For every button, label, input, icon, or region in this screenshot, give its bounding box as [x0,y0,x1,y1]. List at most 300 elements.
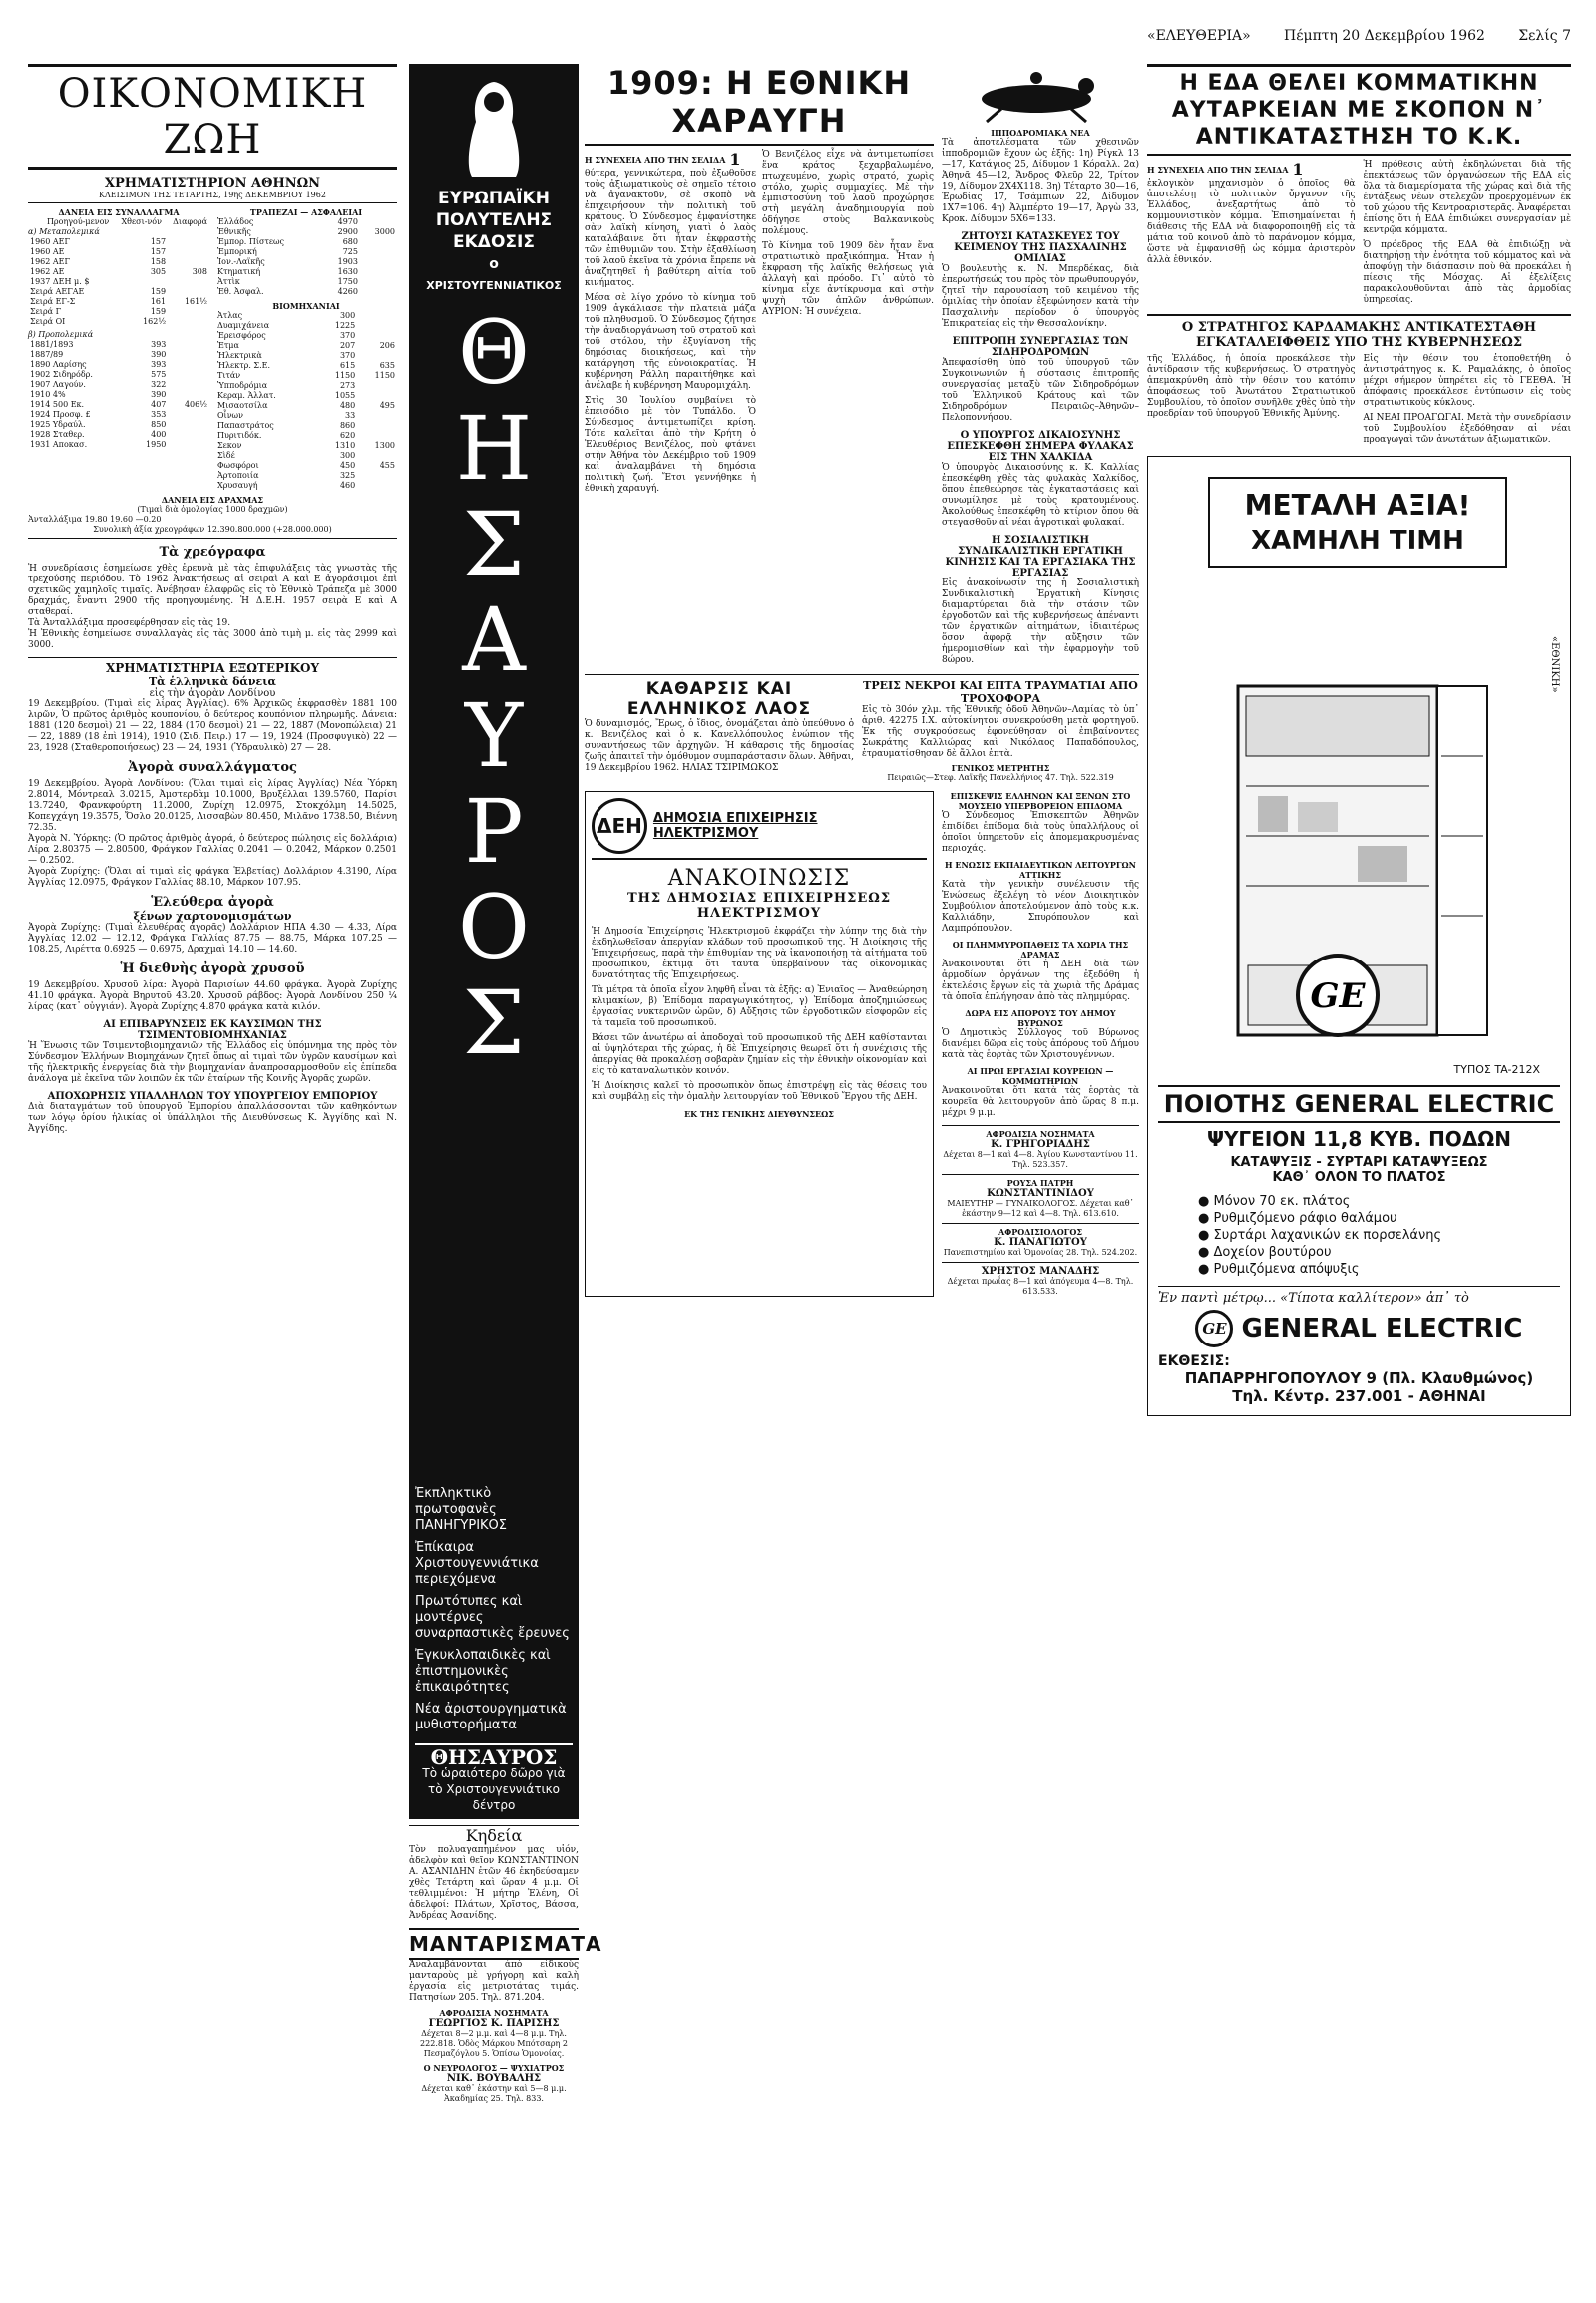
exchange-subtitle: ΚΛΕΙΣΙΜΟΝ ΤΗΣ ΤΕΤΑΡΤΗΣ, 19ης ΔΕΚΕΜΒΡΙΟΥ 1962 [28,191,397,203]
row-value: 495 [379,401,395,410]
row-value [357,421,397,431]
industry-row [215,411,397,421]
currency-market-text: 19 Δεκεμβρίου. Ἀγορὰ Λονδίνου: (Ὅλαι τιμαὶ εἰς λίρας Ἀγγλίας) Νέα Ὑόρκη 2.8014, Μόντρεαλ 3.0215, Ἀμστερδὰμ 10.1000, Βρυξέλλαι 139.5760, Παρίσι 13.7240, Φρανκφούρτη 11.2000, Ζυρίχη 12.0975, Στοκχόλμη 14.5025, Κοπεγχάγη 19.3575, Ὄσλο 20.0125, Λισσαβὼν 80.450, Μιλᾶνο 1738.50, Βιέννη 72.35. [28,779,397,833]
lead-text-d: Ὁ Βενιζέλος εἶχε νὰ ἀντιμετωπίσει ἕνα κράτος ξεχαρβαλωμένο, πτωχευμένο, χωρὶς στρατό, χωρὶς στόλο, χωρὶς συμμαχίες. Μὲ τὴν ἐμπιστοσύνη τοῦ λαοῦ προχώρησε στὴ μεγάλη ἀναδημιουργία ποὺ ὁδήγησε στοὺς Βαλκανικοὺς πολέμους. [762,150,934,236]
classified-ad [942,1223,1139,1258]
col-header-previous: Προηγού-μενον [46,217,110,226]
obituary-head: Κηδεία [409,1825,579,1845]
ad-line-european: ΕΥΡΩΠΑΪΚΗ [438,189,550,208]
ad-letter-7: Ο [457,876,531,978]
ad-feature-1: Ἐκπληκτικὸ πρωτοφανὲς ΠΑΝΗΓΥΡΙΚΟΣ [415,1486,507,1533]
classified-name: Κ. ΓΡΗΓΟΡΙΑΔΗΣ [991,1139,1090,1150]
neurologist-head: Ο ΝΕΥΡΟΛΟΓΟΣ — ΨΥΧΙΑΤΡΟΣ [423,2063,565,2073]
loan-row [28,307,209,317]
row-value: 575 [151,370,167,379]
row-label: Ἰον.-Λαϊκῆς [217,257,265,266]
politics-column [1147,64,1571,2288]
dei-banner-text: ΔΗΜΟΣΙΑ ΕΠΙΧΕΙΡΗΣΙΣ ΗΛΕΚΤΡΙΣΜΟΥ [652,811,818,841]
industry-row [215,381,397,391]
row-value: 680 [342,237,358,246]
row-label: Ἀττὶκ [217,277,240,286]
ad-freezer-line: ΚΑΤΑΨΥΞΙΣ - ΣΥΡΤΑΡΙ ΚΑΤΑΨΥΞΕΩΣ [1230,1155,1488,1170]
industry-row [215,421,397,431]
loan-row [28,340,209,350]
accident-story [862,679,1139,783]
row-label: Σειρά Γ [30,307,62,316]
bank-row [215,267,397,277]
industry-row [215,391,397,401]
row-value: 158 [150,257,167,266]
neurologist-text: Δέχεται καθ᾽ ἑκάστην καὶ 5—8 μ.μ. Ἀκαδημίας 25. Τηλ. 833. [421,2084,567,2103]
row-label: Ἡλεκτρικὰ [217,351,262,360]
row-label: 1928 Σταθερ. [30,430,85,439]
kardamakis-headline: Ο ΣΤΡΑΤΗΓΟΣ ΚΑΡΔΑΜΑΚΗΣ ΑΝΤΙΚΑΤΕΣΤΑΘΗ ΕΓΚΑΤΑΛΕΙΦΘΕΙΣ ΥΠΟ ΤΗΣ ΚΥΒΕΡΝΗΣΕΩΣ [1147,314,1571,350]
row-label: Σεκον [217,441,242,450]
eda-story-col-b [1364,160,1572,306]
row-label: Κτηματική [217,267,261,276]
row-value [360,247,397,257]
row-label: 1910 4% [30,390,66,399]
loan-row [28,370,209,380]
row-label: Δυαμιχάνεια [217,321,270,330]
row-value: 635 [379,361,395,370]
row-label: 1907 Λαγούν. [30,380,86,389]
row-value [168,370,209,380]
industry-row [215,451,397,461]
row-label: 1924 Προσφ. £ [30,410,91,419]
loan-row [28,287,209,297]
ad-letter-3: Σ [462,493,526,595]
row-value [360,287,397,297]
ad-phone: Τηλ. Κέντρ. 237.001 - ΑΘΗΝΑΙ [1232,1387,1486,1405]
eda-continuation [1147,160,1356,179]
loan-row [28,390,209,400]
row-label: Σειρά ΑΕΓΑΕ [30,287,85,296]
row-value: 370 [339,351,356,360]
ad-line-article: ο [489,256,499,272]
industry-row [215,341,397,351]
row-value [168,420,209,430]
eda-headline: Η ΕΔΑ ΘΕΛΕΙ ΚΟΜΜΑΤΙΚΗΝ ΑΥΤΑΡΚΕΙΑΝ ΜΕ ΣΚΟΠΟΝ Ν᾽ ΑΝΤΙΚΑΤΑΣΤΗΣΗ ΤΟ Κ.Κ. [1147,64,1571,156]
labour-movement-head: Η ΣΟΣΙΑΛΙΣΤΙΚΗ ΣΥΝΔΙΚΑΛΙΣΤΙΚΗ ΕΡΓΑΤΙΚΗ ΚΙΝΗΣΙΣ ΚΑΙ ΤΑ ΕΡΓΑΣΙΑΚΑ ΤΗΣ ΕΡΓΑΣΙΑΣ [945,535,1136,578]
row-value [168,317,209,327]
ad-feature-item: ● Συρτάρι λαχανικών εκ πορσελάνης [1198,1228,1442,1243]
side-item [942,1066,1139,1119]
row-value: 305 [150,267,167,276]
row-label: Χρυσαυγή [217,481,258,490]
row-value [360,237,397,247]
col-header-difference: Διαφορά [173,217,207,226]
row-value: 455 [379,461,395,470]
ad-slogan-1: ΜΕΤΑΛΗ ΑΞΙΑ! [1244,489,1471,522]
ad-feature-item: ● Μόνον 70 εκ. πλάτος [1198,1194,1351,1209]
row-value: 4970 [337,217,358,226]
classified-ad [942,1262,1139,1297]
row-value: 322 [151,380,167,389]
drachma-loans-note: (Τιμαὶ διὰ ὁμολογίας 1000 δραχμῶν) [137,505,288,514]
ad-capacity-line: ΨΥΓΕΙΟΝ 11,8 ΚΥΒ. ΠΟΔΩΝ [1206,1127,1512,1151]
row-label: 1937 ΔΕΗ μ. $ [30,277,90,286]
industry-row [215,461,397,471]
row-value: 353 [151,410,167,419]
dei-paragraph-3: Βάσει τῶν ἀνωτέρω αἱ ἀποδοχαὶ τοῦ προσωπικοῦ τῆς ΔΕΗ καθίστανται αἱ ὑψηλότεραι τῆς χώρας, ἡ δὲ Ἐπιχείρησις θεωρεῖ ὅτι ἡ συνέχισις τῆς ἀπεργίας θὰ προκαλέσῃ σοβαρὰν ζημίαν εἰς τὴν ἐθνικὴν οἰκονομίαν καὶ εἰς τὸ καταναλωτικὸν κοινόν. [592,1033,927,1076]
ad-line-christmas: ΧΡΙΣΤΟΥΓΕΝΝΙΑΤΙΚΟΣ [426,279,562,292]
ad-vertical-title [415,301,573,1074]
foreign-exchanges-title: ΧΡΗΜΑΤΙΣΤΗΡΙΑ ΕΞΩΤΕΡΙΚΟΥ [28,657,397,675]
row-label: Σειρά ΕΓ-Σ [30,297,76,306]
row-value: 1750 [337,277,358,286]
horse-race-head: ΙΠΠΟΔΡΟΜΙΑΚΑ ΝΕΑ [991,128,1090,138]
industry-row [215,431,397,441]
row-value [360,277,397,287]
issue-date: Πέμπτη 20 Δεκεμβρίου 1962 [1284,28,1485,44]
securities-head: Τὰ χρεόγραφα [159,545,266,560]
ad-feature-2: Ἐπίκαιρα Χριστουγεννιάτικα περιεχόμενα [415,1540,539,1587]
row-value: 620 [339,431,356,440]
horse-race-text: Τὰ ἀποτελέσματα τῶν χθεσινῶν ἱπποδρομιῶν ἔχουν ὡς ἑξῆς: 1η) Ρίγκλ 13—17, Κατάγιος 25, Δίδυμον 1 Κόραλλ. 2α) Ἀθηνᾶ 45—12, Ἄνδρος Φλεῦρ 22, Τρίτον 19, Δίδυμον 2Χ4Χ118. 3η) Τέταρτο 30—16, Ἐρωδίας 17, Τσάμπιων 22, Δίδυμον 1Χ7=106. 4η) Ἀλμπέρτο 19—17, Ἀργὼ 33, Κροκ. Δίδυμον 5Χ6=133. [942,138,1139,224]
main-news-column [585,64,1139,2288]
kardamakis-text-a: τῆς Ἑλλάδος, ἡ ὁποία προεκάλεσε τὴν ἀντίδρασιν τῆς κυβερνήσεως. Ὁ στρατηγὸς ἀπεμακρύνθη ἀπὸ τὴν θέσιν του κατόπιν ἀποφάσεως τοῦ Ἀνωτάτου Στρατιωτικοῦ Συμβουλίου, τὸ ὁποῖον συνῆλθε χθὲς ὑπὸ τὴν προεδρίαν τοῦ ὑπουργοῦ Ἐθνικῆς Ἀμύνης. [1147,354,1356,419]
obituary-text: Τὸν πολυαγαπημένον μας υἱόν, ἀδελφὸν καὶ θεῖον ΚΩΝΣΤΑΝΤΙΝΟΝ Α. ΑΣΑΝΙΔΗΝ ἐτῶν 46 ἐκηδεύσαμεν χθὲς Τετάρτη καὶ ὥραν 4 μ.μ. Οἱ τεθλιμμένοι: Ἡ μήτηρ Ἐλένη, Οἱ ἀδελφοί: Πλάτων, Χρῖστος, Βάσσα, Ἀνδρέας Ἀσανίδης. [409,1845,579,1921]
middle-area [585,674,1139,783]
ad-feature-5: Νέα ἀριστουργηματικὰ μυθιστορήματα [415,1702,567,1732]
eda-continuation-page: 1 [1292,160,1304,179]
row-label: Ἑλλάδος [217,217,254,226]
industry-row [215,321,397,331]
row-value: 3000 [374,227,395,236]
thesavros-ad [409,64,579,1480]
bank-row [215,237,397,247]
lead-text-a: θύτερα, γεννικώτερα, ποὺ ἐξωθοῦσε τοὺς ἀξιωματικοὺς σὲ σημεῖο τέτοιο νὰ ἀγανακτοῦν, σὲ σκοπὸ νὰ ἐπιχειρήσουν τὴν πολιτικὴ τοῦ κράτους. Ὁ Σύνδεσμος ἐμφανίστηκε σὰν λαϊκὴ κίνηση, γιατὶ ὁ λαὸς καταλάβαινε ὅτι ἦταν ἐκφραστὴς τῶν ἐπιθυμιῶν του. Στὴν ἐξαθλίωση τοῦ λαοῦ ἐκεῖνα τὰ χρόνια ἔπρεπε νὰ ἀναζητηθεῖ ἡ βαθύτερη αἰτία τοῦ κινήματος. [585,169,756,288]
ad-feature-list [1198,1193,1560,1278]
ad-feature-item: ● Δοχείον βουτύρου [1198,1245,1332,1260]
row-label: Μισαοτσίλα [217,401,268,410]
justice-minister-head: Ο ΥΠΟΥΡΓΟΣ ΔΙΚΑΙΟΣΥΝΗΣ ΕΠΕΣΚΕΦΘΗ ΣΗΜΕΡΑ ΦΥΛΑΚΑΣ ΕΙΣ ΤΗΝ ΧΑΛΚΙΔΑ [947,430,1134,463]
inspector-head: ΓΕΝΙΚΟΣ ΜΕΤΡΗΤΗΣ [951,763,1050,773]
row-label: 1962 ΑΕΓ [30,257,71,266]
row-label: 1890 Λαρίσης [30,360,87,369]
loan-row [28,297,209,307]
justice-minister-text: Ὁ ὑπουργὸς Δικαιοσύνης κ. Κ. Καλλίας ἐπεσκέφθη χθὲς τὰς φυλακὰς Χαλκίδος, ὅπου ἐπεθεώρησε τὰς ἐγκαταστάσεις καὶ συνωμίλησε μὲ τοὺς κρατουμένους. Ἀκολούθως ἐπεσκέφθη τὸ κτίριον ὅπου θὰ στεγασθοῦν αἱ νέαι ἀγροτικαὶ φυλακαί. [942,463,1139,528]
row-value: 162½ [143,317,167,326]
eda-story-col-a [1147,160,1356,306]
clinic-name: ΓΕΩΡΓΙΟΣ Κ. ΠΑΡΙΣΗΣ [428,2018,560,2029]
row-value: 2900 [337,227,358,236]
zurich-market-text: Ἀγορὰ Ζυρίχης: (Ὅλαι αἱ τιμαὶ εἰς φράγκα Ἑλβετίας) Δολλάριον 4.3190, Λίρα Ἀγγλίας 12.0975, Φράγκον Γαλλίας 88.10, Μάρκον 107.95. [28,867,397,888]
row-value: 1903 [337,257,358,266]
gold-market-head: Ἡ διεθνὴς ἀγορὰ χρυσοῦ [120,961,305,976]
row-label: Ἐθνικῆς [217,227,251,236]
eda-continuation-label: Η ΣΥΝΕΧΕΙΑ ΑΠΟ ΤΗΝ ΣΕΛΙΔΑ [1147,164,1289,175]
row-label: Σὶδέ [217,451,235,460]
kardamakis-story [1147,354,1571,446]
ad-address: ΠΑΠΑΡΡΗΓΟΠΟΥΛΟΥ 9 (Πλ. Κλαυθμώνος) [1184,1369,1534,1387]
side-item-text: Ὁ Δημοτικὸς Σύλλογος τοῦ Βύρωνος διανέμει δῶρα εἰς τοὺς ἀπόρους τοῦ Δήμου κατὰ τὰς ἑορτὰς τῶν Χριστουγέννων. [942,1028,1139,1060]
ge-brand-line [1158,1310,1560,1347]
row-value: 1225 [334,321,356,330]
bank-row [215,227,397,237]
lead-story-columns [585,150,934,495]
currency-market-head: Ἀγορὰ συναλλάγματος [128,760,297,775]
loan-row [28,267,209,277]
row-value: 161½ [184,297,207,306]
fridge-icon [1218,676,1497,1055]
accident-text: Εἰς τὸ 30όν χλμ. τῆς Ἐθνικῆς ὁδοῦ Ἀθηνῶν–Λαμίας τὸ ὑπ᾽ ἀριθ. 42275 Ι.Χ. αὐτοκίνητον συνεκρούσθη μετὰ φορτηγοῦ. Ἐκ τῆς συγκρούσεως ἐφονεύθησαν οἱ ἐπιβαίνοντες Σωκράτης Καλλιώρας καὶ Νικόλαος Παπαδόπουλος, ἐτραυματίσθησαν δὲ ἄλλοι ἑπτὰ. [862,705,1139,759]
row-value: 407 [151,400,167,409]
row-value: 159 [150,307,167,316]
side-item [942,1008,1139,1061]
loans-group-postwar: α) Μεταπολεμικά [28,227,100,236]
row-label: Φωσφόροι [217,461,259,470]
row-label: Τιτάν [217,371,241,380]
deposits-line: Ἀνταλλάξιμα 19.80 19.60 —0.20 [28,515,162,524]
row-value: 1310 [334,441,356,450]
ad-slogan-box [1208,477,1507,568]
row-value [168,237,209,247]
ad-slogan-2: ΧΑΜΗΛΗ ΤΙΜΗ [1251,526,1464,556]
row-value: 370 [339,331,356,340]
loan-row [28,257,209,267]
lead-text-c: Στὶς 30 Ἰουλίου συμβαίνει τὸ ἐπεισόδιο μὲ τὸν Τυπάλδο. Ὁ Σύνδεσμος ἀντιμετωπίζει κρίση. Τότε καλεῖται ἀπὸ τὴν Κρήτη ὁ Ἐλευθέριος Βενιζέλος, ποὺ φτάνει στὴν Ἀθήνα τὸν Δεκέμβριο τοῦ 1909 καὶ ἀναλαμβάνει τὴ δημόσια πολιτικὴ ζωή. Ἔτσι γεννήθηκε ἡ ἐθνικὴ χαραυγή. [585,396,756,494]
free-market-sub: ξένων χαρτονομισμάτων [133,910,292,923]
sidebar-news [942,64,1139,666]
gold-note: Τὰ Ἀνταλλάξιμα προσεφέρθησαν εἰς τὰς 19. [28,618,231,628]
banks-table-block [215,207,397,491]
bank-row [215,257,397,267]
side-item [942,940,1139,1003]
row-value [360,257,397,267]
row-label: 1960 ΑΕΓ [30,237,71,246]
side-item-head: Η ΕΝΩΣΙΣ ΕΚΠΑΙΔΕΥΤΙΚΩΝ ΛΕΙΤΟΥΡΓΩΝ ΑΤΤΙΚΗΣ [945,860,1136,880]
row-value [168,350,209,360]
loans-postwar-table [28,237,209,327]
purity-story [585,679,854,783]
lead-text-e: Τὸ Κίνημα τοῦ 1909 δὲν ἦταν ἕνα στρατιωτικὸ πραξικόπημα. Ἦταν ἡ ἔκφραση τῆς λαϊκῆς θελήσεως γιὰ ἀλλαγὴ καὶ πρόοδο. Γι᾽ αὐτὸ τὸ κίνημα εἶχε ἀντίκρυσμα καὶ στὴν ψυχὴ τῶν ἀπλῶν ἀνθρώπων. ΑΥΡΙΟΝ: Ἡ συνέχεια. [762,241,934,317]
row-value: 157 [150,247,167,256]
row-label: Πυριτιδόκ. [217,431,262,440]
row-value: 450 [339,461,356,470]
clinic-text: Δέχεται 8—2 μ.μ. καὶ 4—8 μ.μ. Τηλ. 222.818. Ὁδὸς Μάρκου Μπότσαρη 2 Πεσμαζόγλου 5. Ὁπίσω Ὁμονοίας. [420,2029,568,2058]
row-value [168,247,209,257]
loan-row [28,277,209,287]
ad-header [415,188,573,297]
row-value [126,277,168,287]
lower-sidebar [942,791,1139,1297]
lead-story-col-b [762,150,934,495]
ad-visual [1158,467,1560,1085]
row-label: Ἀτλας [217,311,243,320]
eda-text-b: Ἡ πρόθεσις αὐτὴ ἐκδηλώνεται διὰ τῆς ἐπεκτάσεως τῶν ὀργανώσεων τῆς ΕΔΑ εἰς ὅλα τὰ διαμερίσματα τῆς χώρας καὶ διὰ τῆς ἐντάξεως νέων στελεχῶν προερχομένων ἐκ τοῦ χώρου τῆς Κεντροαριστερᾶς. Ἀναφέρεται ἐπίσης ὅτι ἡ ΕΔΑ ἐπιδιώκει συνεργασίαν μὲ κεντρῷα κόμματα. [1363,160,1571,235]
lead-headline: 1909: Η ΕΘΝΙΚΗ ΧΑΡΑΥΓΗ [585,64,934,146]
industry-row [215,361,397,371]
industry-row [215,351,397,361]
side-item-head: ΕΠΙΣΚΕΨΙΣ ΕΛΛΗΝΩΝ ΚΑΙ ΞΕΝΩΝ ΣΤΟ ΜΟΥΣΕΙΟ ΥΠΕΡΒΟΡΕΙΟΝ ΕΠΙΔΟΜΑ [950,791,1131,811]
loans-col-headers [28,217,209,227]
row-value: 1055 [334,391,356,400]
lead-story-col-a [585,150,756,495]
securities-text: Ἡ συνεδρίασις ἐσημείωσε χθὲς ἐρευνὰ μὲ τὰς ἐπιφυλάξεις τὰς γνωστὰς τῆς τρεχούσης περιόδου. Τὸ 1962 Ἀνακτήσεως αἱ σειραὶ Α καὶ Ε ἀγοράσιμοι ἐπὶ σχετικῶς χαμηλοῖς τιμαῖς. Ἀνέβησαν ἐλαφρῶς εἰς τὸ Ἐθνικὸ Τράπεζα μὲ 3000 δραχμάς, ἔναντι 2900 τῆς προηγουμένης. Ἡ Δ.Ε.Η. 1957 σειρὰ Ε καὶ Α σταθεραί. [28,564,397,617]
free-market-text: Ἀγορὰ Ζυρίχης: (Τιμαὶ ἐλευθέρας ἀγορᾶς) Δολλάριον ΗΠΑ 4.30 — 4.33, Λίρα Ἀγγλίας 12.02 — 12.12, Φράγκα Γαλλίας 87.75 — 88.75, Μάρκα 107.25 — 108.25, Λιρέττα 0.6925 — 0.6975, Δραχμαὶ 14.10 — 14.60. [28,923,397,955]
horse-race-illustration [942,64,1131,124]
row-value [168,307,209,317]
row-label: Ὑπποδρόμια [217,381,268,390]
industry-row [215,311,397,321]
classified-head: ΑΦΡΟΔΙΣΙΑ ΝΟΣΗΜΑΤΑ [986,1129,1095,1139]
lower-area [585,791,1139,1297]
dei-subtitle: ΤΗΣ ΔΗΜΟΣΙΑΣ ΕΠΙΧΕΙΡΗΣΕΩΣ ΗΛΕΚΤΡΙΣΜΟΥ [626,891,892,921]
continuation-marker [585,150,756,169]
row-label: Ἐθ. Ἀσφαλ. [217,287,264,296]
ad-line-edition: ΕΚΔΟΣΙΣ [453,232,535,252]
row-label: 1925 Υδραύλ. [30,420,86,429]
eda-story [1147,160,1571,306]
ad-letter-5: Υ [464,684,524,787]
ad-letter-4: Α [462,588,526,691]
ad-footer-title: ΘΗΣΑΥΡΟΣ [415,1743,573,1765]
lead-text-b: Μέσα σὲ λίγο χρόνο τὸ κίνημα τοῦ 1909 ἀγκάλιασε τὴν πλατειὰ μάζα τοῦ πληθυσμοῦ. Ὁ Σύνδεσμος ζήτησε τὴν ἀναδιοργάνωση τοῦ στρατοῦ καὶ τοῦ στόλου, τὴν ἐξυγίανση τῆς δημόσιας διοικήσεως, καὶ τὴν κατάργηση τῆς εὐνοιοκρατίας. Ἡ κυβέρνηση Ράλλη παραιτήθηκε καὶ ἀνέλαβε ἡ κυβέρνηση Μαυρομιχάλη. [585,293,756,391]
ad-features [409,1480,579,1819]
row-value: 159 [150,287,167,296]
madonna-illustration [454,72,534,182]
row-value: 325 [339,471,356,480]
side-item [942,791,1139,855]
ad-letter-1: Θ [457,301,531,404]
row-label: Ἐμπορ. Πίστεως [217,237,285,246]
row-value: 1950 [146,440,167,449]
kardamakis-text-c: ΑΙ ΝΕΑΙ ΠΡΟΑΓΩΓΑΙ. Μετὰ τὴν συνεδρίασιν τοῦ Συμβουλίου ἐξεδόθησαν αἱ νέαι προαγωγαὶ τῶν ἀνωτάτων ἀξιωματικῶν. [1363,413,1571,445]
row-label: Οἶνων [217,411,243,420]
ad-letter-8: Σ [462,971,526,1074]
industries-table [215,311,397,491]
loan-row [28,237,209,247]
ad-feature-item: ● Ρυθμιζόμενο ράφιο θαλάμου [1198,1211,1397,1226]
row-value: 850 [151,420,167,429]
row-value: 157 [150,237,167,246]
ad-feature-item: ● Ρυθμιζόμενα απόψυξις [1198,1262,1360,1277]
row-value [168,410,209,420]
side-item-head: ΔΩΡΑ ΕΙΣ ΑΠΟΡΟΥΣ ΤΟΥ ΔΗΜΟΥ ΒΥΡΩΝΟΣ [965,1008,1116,1028]
row-value: 460 [339,481,356,490]
row-value [168,440,209,450]
banks-table-head: ΤΡΑΠΕΖΑΙ — ΑΣΦΑΛΕΙΑΙ [249,207,363,217]
london-market-text: 19 Δεκεμβρίου. (Τιμαὶ εἰς λίρας Ἀγγλίας). 6% Ἀρχικῶς ἐκφρασθὲν 1881 100 λιρῶν, Ὁ πρῶτος ἀριθμὸς κουπονίου, ὁ δεύτερος κουπόνιον πληρωμῆς. Δάνεια: 1881 (120 δεσμοὶ) 21 — 22, 1884 (170 δεσμοὶ) 21 — 22, 1887 (Μονοπώλεια) 21 — 22, 1889 (18 ἐπὶ 1914), 1910 (Σιδ. Πειρ.) 17 — 19, 1924 (Προσφυγικὸ) 22 — 23, 1928 (Σταθεροποιήσεως) 23 — 24, 1931 (Ὑδραυλικὸ) 27 — 28. [28,699,397,753]
row-value [357,311,397,321]
exchange-tables [28,207,397,491]
classified-text: Δέχεται 8—1 καὶ 4—8. Ἀγίου Κωνσταντίνου 11. Τηλ. 523.357. [943,1150,1138,1169]
dei-title: ΑΝΑΚΟΙΝΩΣΙΣ [667,866,851,891]
masthead-economic-life: ΟΙΚΟΝΟΜΙΚΗ ΖΩΗ [28,64,397,170]
loan-row [28,440,209,450]
new-york-market-text: Ἀγορὰ Ν. Ὑόρκης: (Ὁ πρῶτος ἀριθμὸς ἀγορά, ὁ δεύτερος πώλησις εἰς δολλάρια) Λίρα 2.80375 — 2.80500, Φράγκον Γαλλίας 0.2041 — 0.2042, Μάρκον 0.2501 — 0.2502. [28,834,397,866]
classified-name: ΚΩΝΣΤΑΝΤΙΝΙΔΟΥ [987,1188,1094,1199]
row-value: 393 [151,360,167,369]
row-label: 1881/1893 [30,340,74,349]
row-value [360,217,397,227]
industry-row [215,401,397,411]
ad-feature-4: Ἐγκυκλοπαιδικὲς καὶ ἐπιστημονικὲς ἐπικαιρότητες [415,1648,551,1695]
accident-headline: ΤΡΕΙΣ ΝΕΚΡΟΙ ΚΑΙ ΕΠΤΑ ΤΡΑΥΜΑΤΙΑΙ ΑΠΟ ΤΡΟΧΟΦΟΡΑ [863,679,1138,705]
fridge-illustration [1218,676,1497,1059]
dei-signature: ΕΚ ΤΗΣ ΓΕΝΙΚΗΣ ΔΙΕΥΘΥΝΣΕΩΣ [684,1109,834,1119]
ge-logo-icon: GE [1195,1310,1233,1347]
ad-footer-text: Τὸ ὡραιότερο δῶρο γιὰ τὸ Χριστουγεννιάτικο δέντρο [422,1766,566,1812]
bank-row [215,217,397,227]
loan-row [28,247,209,257]
loan-row [28,430,209,440]
row-value: 390 [151,350,167,359]
running-head [1147,28,1571,44]
classified-head: ΡΟΥΣΑ ΠΑΤΡΗ [1006,1178,1074,1188]
loans-prewar-table [28,340,209,450]
classified-ad [942,1125,1139,1170]
free-market-head: Ἑλεύθερα ἀγορὰ [151,895,274,910]
national-bank-note: Ἡ Ἐθνικὴς ἐσημείωσε συναλλαγὰς εἰς τὰς 3000 ἀπὸ τιμὴ μ. εἰς τὰς 2999 καὶ 3000. [28,629,397,650]
row-value: 1150 [374,371,395,380]
loan-row [28,350,209,360]
side-item-text: Ὁ Σύνδεσμος Ἐπισκεπτῶν Ἀθηνῶν ἐπιδίδει ἐπίδομα διὰ τοὺς ὑπαλλήλους οἱ ὁποῖοι ὑπηρετοῦν εἰς ἀπομεμακρυσμένας περιοχάς. [942,811,1139,854]
row-value: 400 [151,430,167,439]
classified-head: ΑΦΡΟΔΙΣΙΟΛΟΓΟΣ [998,1227,1082,1237]
purity-headline: ΚΑΘΑΡΣΙΣ ΚΑΙ ΕΛΛΗΝΙΚΟΣ ΛΑΟΣ [626,679,812,719]
row-label: 1962 ΑΕ [30,267,65,276]
industry-row [215,481,397,491]
industry-row [215,471,397,481]
page-number: Σελίς 7 [1518,28,1571,44]
ad-feature-3: Πρωτότυπες καὶ μοντέρνες συναρπαστικὲς ἔρευνες [415,1594,570,1641]
continuation-label: Η ΣΥΝΕΧΕΙΑ ΑΠΟ ΤΗΝ ΣΕΛΙΔΑ [585,154,726,165]
row-value: 206 [379,341,395,350]
row-value [168,340,209,350]
row-value [168,277,209,287]
row-label: 1887/89 [30,350,64,359]
ad-model-type: ΤΥΠΟΣ TA-212X [1453,1063,1540,1076]
railway-commission-text: Ἀπεφασίσθη ὑπὸ τοῦ ὑπουργοῦ τῶν Συγκοινωνιῶν ἡ σύστασις ἐπιτροπῆς συνεργασίας μεταξὺ τῶν Σιδηροδρόμων τοῦ Ἑλληνικοῦ Κράτους καὶ τῶν Σιδηροδρόμων Πειραιῶς–Ἀθηνῶν–Πελοποννήσου. [942,358,1139,423]
dei-logo-icon: ΔΕΗ [592,798,647,854]
bank-row [215,277,397,287]
side-item-text: Κατὰ τὴν γενικὴν συνέλευσιν τῆς Ἑνώσεως ἐξελέγη τὸ νέον Διοικητικὸν Συμβούλιον ἀποτελούμενον ἀπὸ τοὺς κ.κ. Καλλιάδην, Σπυρόπουλον καὶ Λαμπρόπουλον. [942,880,1139,934]
col-header-yesterday: Χθεσι-νόν [121,217,162,226]
row-value: 480 [339,401,356,410]
eda-text-a: ἐκλογικὸν μηχανισμὸν ὁ ὁποῖος θὰ ἀποτελέσῃ τὸ πολιτικὸν ὄργανον τῆς Ἑλλάδος, ἀνεξαρτήτως ἀπὸ τὸ κομμουνιστικὸν κόμμα. Ἐπισημαίνεται ἡ διάθεσις τῆς ΕΔΑ νὰ διαφοροποιηθῇ εἰς τὰ μάτια τοῦ κοινοῦ ἀπὸ τὸ παράνομον κόμμα, ὥστε νὰ ἐμφανισθῇ ὡς κόμμα ἀριστερὸν ἀλλὰ ἐθνικόν. [1147,179,1356,265]
row-value: 273 [339,381,356,390]
row-value [357,431,397,441]
loans-group-prewar: β) Προπολεμικά [28,330,94,339]
row-label: Ἐτμα [217,341,239,350]
ge-refrigerator-ad [1147,456,1571,1416]
dei-announcement [585,791,934,1297]
row-value [357,411,397,421]
row-value [168,380,209,390]
mantarismata-title: ΜΑΝΤΑΡΙΣΜΑΤΑ [409,1928,579,1960]
row-value: 860 [339,421,356,430]
side-item-head: ΑΙ ΠΡΩΙ ΕΡΓΑΣΙΑΙ ΚΟΥΡΕΙΩΝ — ΚΟΜΜΩΤΗΡΙΩΝ [967,1066,1114,1086]
industries-head: ΒΙΟΜΗΧΑΝΙΑΙ [272,301,340,311]
purity-text: Ὁ δυναμισμός, Ἔρως, ὁ ἴδιος, ὀνομάζεται ἀπὸ ὑπεύθυνο ὁ κ. Βενιζέλος καὶ ὁ κ. Κανελλόπουλος ἐνώπιον τῆς συναντήσεως τῶν ἀρχηγῶν. Ἡ κάθαρσις τῆς δημοσίας ζωῆς ἀπαιτεῖ τὴν ὁμόθυμον συμπαράστασιν ὅλων. Ἀθῆναι, 19 Δεκεμβρίου 1962. ΗΛΙΑΣ ΤΣΙΡΙΜΩΚΟΣ [585,719,854,773]
row-value [168,257,209,267]
loan-row [28,380,209,390]
ad-tagline: Ἐν παντὶ μέτρῳ... «Τίποτα καλλίτερον» ἀπ᾽ τὸ [1158,1286,1560,1306]
classified-name: Κ. ΠΑΝΑΓΙΩΤΟΥ [994,1237,1087,1248]
dei-banner [592,798,927,860]
loans-table-block [28,207,209,491]
row-value [357,471,397,481]
dei-paragraph-2: Τὰ μέτρα τὰ ὁποῖα εἶχον ληφθῆ εἶναι τὰ ἑξῆς: α) Ἐνιαῖος — Ἀναθεώρηση κλιμακίων, β) Ἐπίδομα παραγωγικότητος, γ) Ἐπίδομα ἀποζημιώσεως ἐργασίας νυκτερινῶν ὡρῶν, δ) Αὔξησις τῶν ἐργοδοτικῶν εἰσφορῶν εἰς τὰ ταμεῖα τοῦ προσωπικοῦ. [592,985,927,1028]
gold-market-text: 19 Δεκεμβρίου. Χρυσοῦ λίρα: Ἀγορὰ Παρισίων 44.60 φράγκα. Ἀγορὰ Ζυρίχης 41.10 φράγκα. Ἀγορὰ Βηρυτοῦ 43.20. Χρυσοῦ ράβδος: Ἀγορὰ Λονδίνου 250 ¼ λίρας (κατ᾽ οὐγγιάν). Ἀγορὰ Ζυρίχης 4.870 φράγκα κατὰ κιλόν. [28,980,397,1012]
side-item-head: ΟΙ ΠΛΗΜΜΥΡΟΠΑΘΕΙΣ ΤΑ ΧΩΡΙΑ ΤΗΣ ΔΡΑΜΑΣ [952,940,1129,960]
london-market-head: εἰς τὴν ἀγορὰν Λονδίνου [149,688,276,699]
row-value [357,391,397,401]
row-value [357,381,397,391]
